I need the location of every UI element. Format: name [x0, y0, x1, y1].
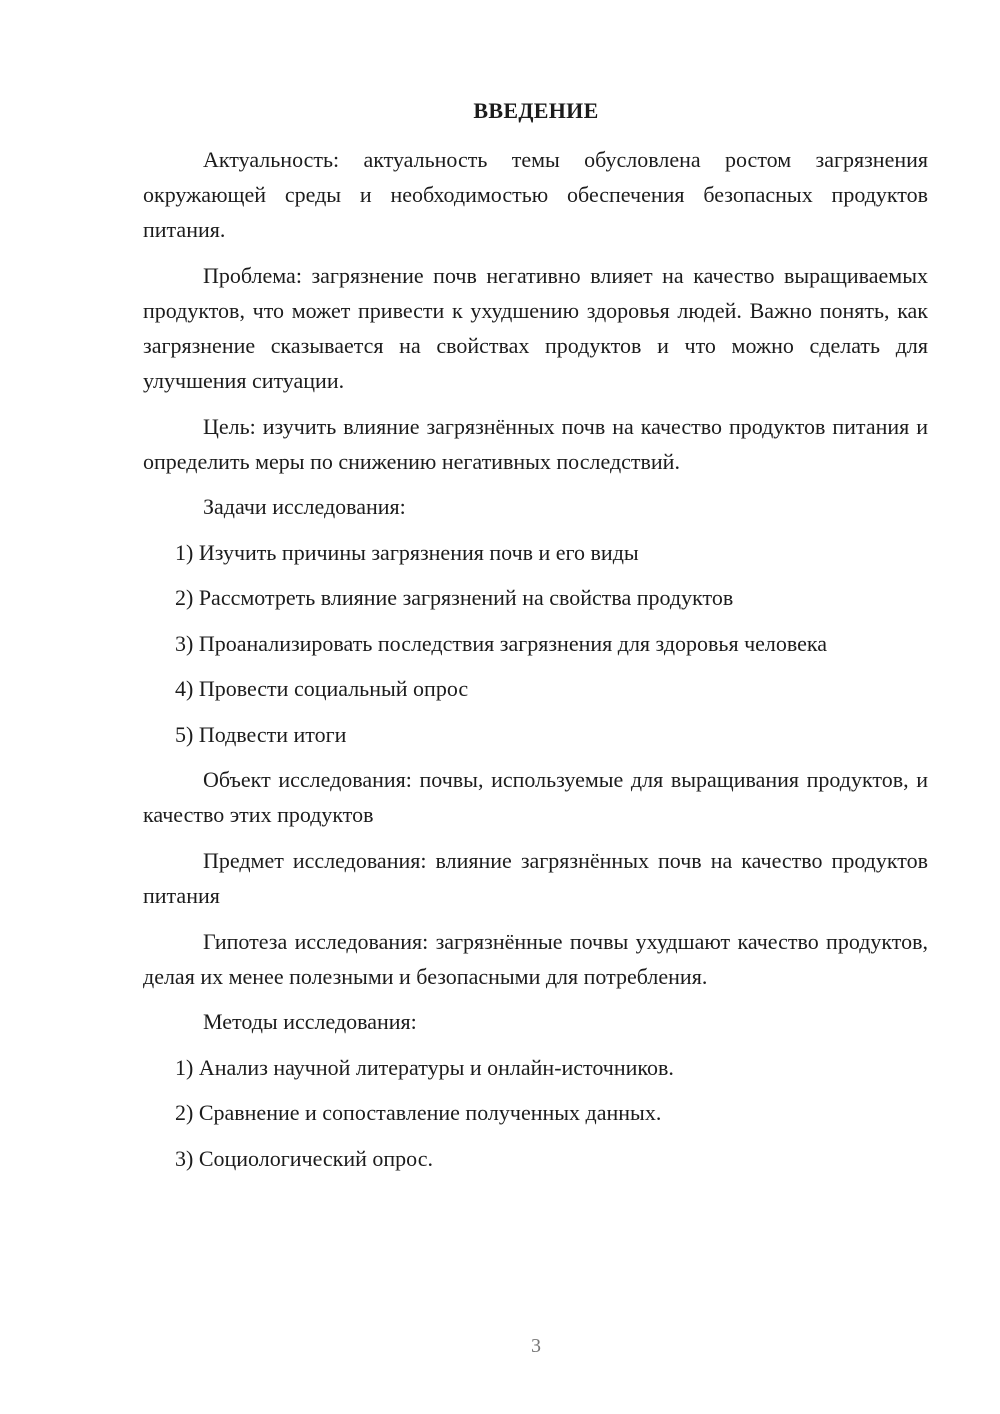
methods-title: [143, 1004, 928, 1039]
methods-list-item: [143, 1095, 928, 1130]
list-item: 2) Сравнение и сопоставление полученных данных.: [175, 1100, 662, 1125]
methods-title-text: Методы исследования:: [203, 1009, 417, 1034]
tasks-list-item: [143, 671, 928, 706]
list-item: 5) Подвести итоги: [175, 722, 347, 747]
list-item: 1) Анализ научной литературы и онлайн-источников.: [175, 1055, 674, 1080]
goal-paragraph: [143, 409, 928, 479]
tasks-list-item: [143, 626, 928, 661]
list-item: 3) Проанализировать последствия загрязнения для здоровья человека: [175, 631, 828, 656]
list-item: 3) Социологический опрос.: [175, 1146, 433, 1171]
subject-paragraph: [143, 843, 928, 913]
object-paragraph: [143, 762, 928, 832]
list-item: 2) Рассмотреть влияние загрязнений на свойства продуктов: [175, 585, 734, 610]
relevance-paragraph: [143, 142, 928, 247]
hypothesis-paragraph: [143, 924, 928, 994]
problem-paragraph: [143, 258, 928, 398]
subject-text: Предмет исследования: влияние загрязнённых почв на качество продуктов питания: [143, 848, 928, 908]
object-text: Объект исследования: почвы, используемые для выращивания продуктов, и качество этих продуктов: [143, 767, 928, 827]
tasks-title: [143, 489, 928, 524]
problem-text: Проблема: загрязнение почв негативно влияет на качество выращиваемых продуктов, что может привести к ухудшению здоровья людей. Важно понять, как загрязнение сказывается на свойствах продуктов и что можно сделать для улучшения ситуации.: [143, 263, 928, 393]
relevance-text: Актуальность: актуальность темы обусловлена ростом загрязнения окружающей среды и необходимостью обеспечения безопасных продуктов питания.: [143, 147, 928, 242]
tasks-list-item: [143, 535, 928, 570]
list-item: 1) Изучить причины загрязнения почв и его виды: [175, 540, 639, 565]
methods-list-item: [143, 1141, 928, 1176]
page-number: 3: [531, 1335, 541, 1357]
tasks-list-item: [143, 580, 928, 615]
tasks-list-item: [143, 717, 928, 752]
methods-list-item: [143, 1050, 928, 1085]
list-item: 4) Провести социальный опрос: [175, 676, 469, 701]
page-title: ВВЕДЕНИЕ: [473, 98, 599, 123]
tasks-title-text: Задачи исследования:: [203, 494, 406, 519]
goal-text: Цель: изучить влияние загрязнённых почв на качество продуктов питания и определить меры по снижению негативных последствий.: [143, 414, 928, 474]
hypothesis-text: Гипотеза исследования: загрязнённые почвы ухудшают качество продуктов, делая их менее полезными и безопасными для потребления.: [143, 929, 928, 989]
